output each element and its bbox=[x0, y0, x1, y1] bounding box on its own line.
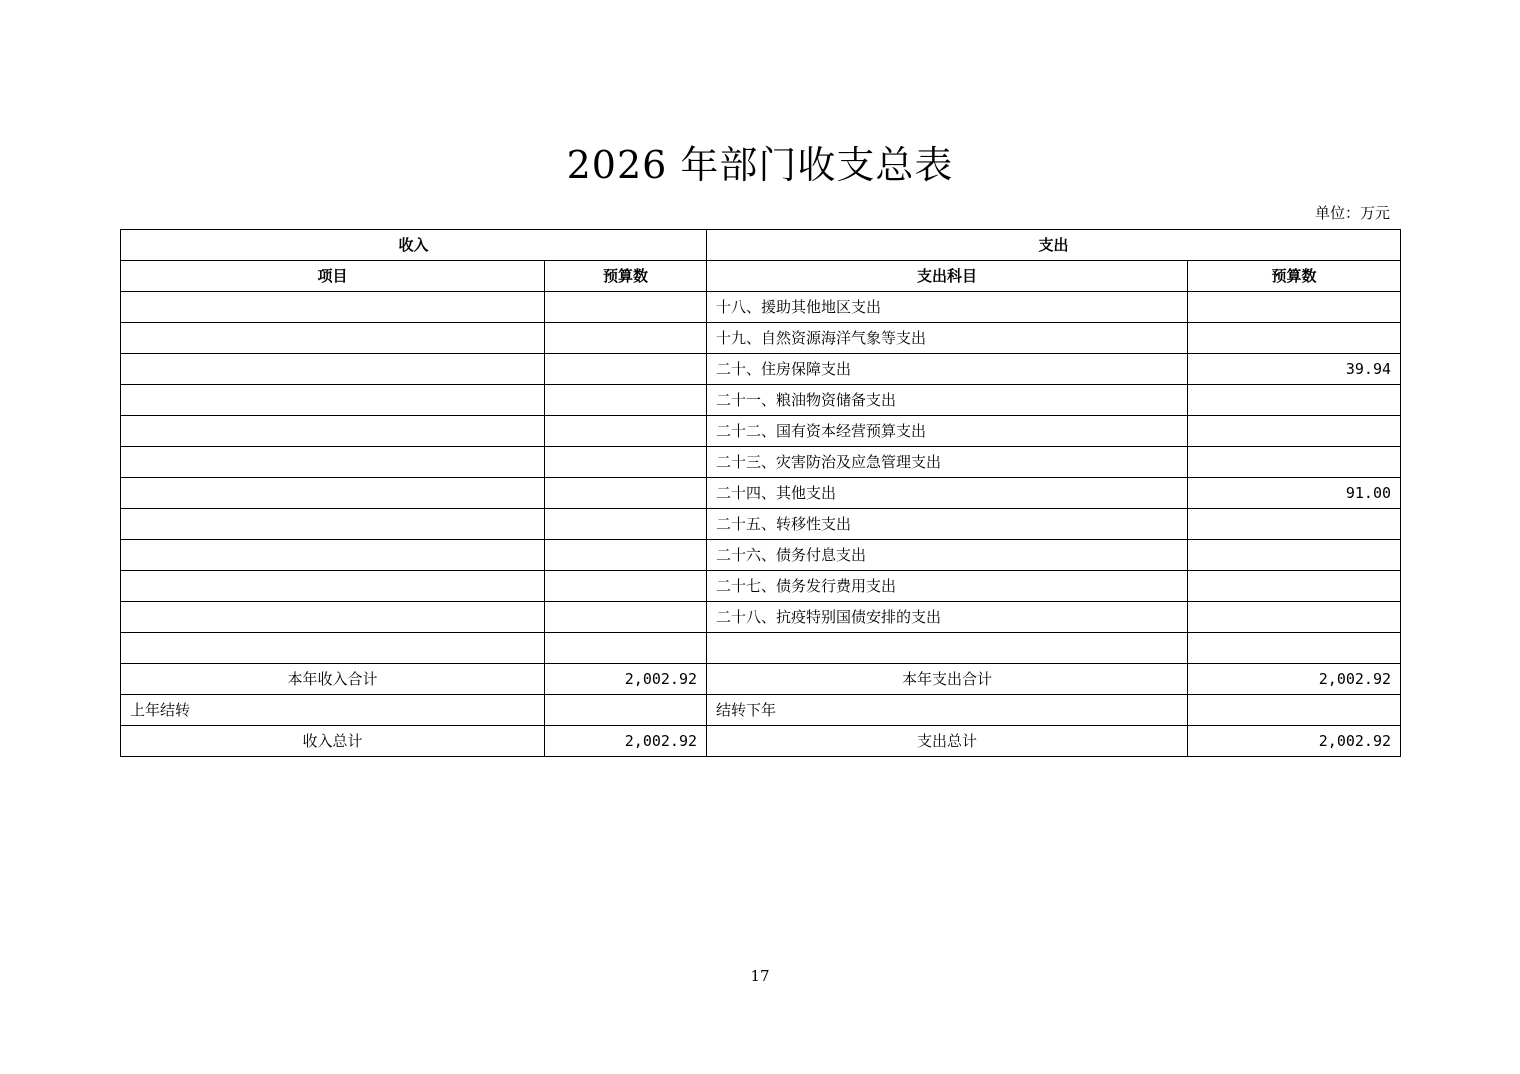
expense-budget-cell bbox=[1188, 323, 1401, 354]
income-budget-header: 预算数 bbox=[545, 261, 707, 292]
income-budget-cell bbox=[545, 571, 707, 602]
income-budget-cell bbox=[545, 509, 707, 540]
expense-budget-cell bbox=[1188, 602, 1401, 633]
expense-carryover-label: 结转下年 bbox=[707, 694, 1188, 725]
income-budget-cell bbox=[545, 385, 707, 416]
income-item-cell bbox=[121, 447, 545, 478]
expense-item-cell: 十八、援助其他地区支出 bbox=[707, 292, 1188, 323]
income-item-cell bbox=[121, 416, 545, 447]
table-row bbox=[121, 571, 1401, 602]
income-group-header: 收入 bbox=[121, 230, 707, 261]
expense-budget-cell: 91.00 bbox=[1188, 478, 1401, 509]
income-item-header: 项目 bbox=[121, 261, 545, 292]
expense-budget-cell bbox=[1188, 633, 1401, 664]
page-number: 17 bbox=[750, 967, 770, 985]
expense-budget-cell bbox=[1188, 416, 1401, 447]
table-row bbox=[121, 292, 1401, 323]
expense-item-cell: 二十六、债务付息支出 bbox=[707, 540, 1188, 571]
income-total-value: 2,002.92 bbox=[545, 725, 707, 756]
expense-budget-header: 预算数 bbox=[1188, 261, 1401, 292]
income-budget-cell bbox=[545, 416, 707, 447]
expense-item-cell: 二十三、灾害防治及应急管理支出 bbox=[707, 447, 1188, 478]
expense-item-cell: 二十、住房保障支出 bbox=[707, 354, 1188, 385]
expense-subtotal-label: 本年支出合计 bbox=[707, 663, 1188, 694]
expense-budget-cell bbox=[1188, 385, 1401, 416]
income-budget-cell bbox=[545, 292, 707, 323]
column-header-row bbox=[121, 261, 1401, 292]
expense-group-header: 支出 bbox=[707, 230, 1401, 261]
income-item-cell bbox=[121, 509, 545, 540]
expense-item-cell: 二十七、债务发行费用支出 bbox=[707, 571, 1188, 602]
income-budget-cell bbox=[545, 354, 707, 385]
income-item-cell bbox=[121, 385, 545, 416]
income-item-cell bbox=[121, 571, 545, 602]
group-header-row bbox=[121, 230, 1401, 261]
income-item-cell bbox=[121, 633, 545, 664]
expense-budget-cell bbox=[1188, 540, 1401, 571]
income-subtotal-value: 2,002.92 bbox=[545, 663, 707, 694]
income-item-cell bbox=[121, 478, 545, 509]
expense-carryover-value bbox=[1188, 694, 1401, 725]
unit-label: 单位：万元 bbox=[1314, 204, 1390, 222]
income-subtotal-label: 本年收入合计 bbox=[121, 663, 545, 694]
expense-item-cell bbox=[707, 633, 1188, 664]
income-budget-cell bbox=[545, 478, 707, 509]
income-budget-cell bbox=[545, 323, 707, 354]
income-budget-cell bbox=[545, 447, 707, 478]
table-row bbox=[121, 602, 1401, 633]
income-carryover-label: 上年结转 bbox=[121, 694, 545, 725]
total-row bbox=[121, 725, 1401, 756]
expense-budget-cell: 39.94 bbox=[1188, 354, 1401, 385]
document-title: 2026 年部门收支总表 bbox=[566, 143, 954, 187]
table-row bbox=[121, 354, 1401, 385]
income-item-cell bbox=[121, 602, 545, 633]
table-row bbox=[121, 478, 1401, 509]
expense-budget-cell bbox=[1188, 292, 1401, 323]
income-total-label: 收入总计 bbox=[121, 725, 545, 756]
expense-item-cell: 二十四、其他支出 bbox=[707, 478, 1188, 509]
table-row bbox=[121, 633, 1401, 664]
carryover-row bbox=[121, 694, 1401, 725]
expense-item-cell: 十九、自然资源海洋气象等支出 bbox=[707, 323, 1188, 354]
income-budget-cell bbox=[545, 540, 707, 571]
expense-item-cell: 二十一、粮油物资储备支出 bbox=[707, 385, 1188, 416]
income-budget-cell bbox=[545, 633, 707, 664]
expense-budget-cell bbox=[1188, 509, 1401, 540]
table-row bbox=[121, 540, 1401, 571]
table-row bbox=[121, 416, 1401, 447]
table-row bbox=[121, 447, 1401, 478]
income-item-cell bbox=[121, 323, 545, 354]
table-row bbox=[121, 323, 1401, 354]
budget-table bbox=[120, 229, 1401, 757]
expense-item-cell: 二十八、抗疫特别国债安排的支出 bbox=[707, 602, 1188, 633]
income-item-cell bbox=[121, 354, 545, 385]
expense-total-label: 支出总计 bbox=[707, 725, 1188, 756]
expense-subtotal-value: 2,002.92 bbox=[1188, 663, 1401, 694]
expense-budget-cell bbox=[1188, 571, 1401, 602]
income-budget-cell bbox=[545, 602, 707, 633]
table-row bbox=[121, 509, 1401, 540]
expense-budget-cell bbox=[1188, 447, 1401, 478]
subtotal-row bbox=[121, 663, 1401, 694]
table-row bbox=[121, 385, 1401, 416]
expense-item-cell: 二十二、国有资本经营预算支出 bbox=[707, 416, 1188, 447]
expense-item-cell: 二十五、转移性支出 bbox=[707, 509, 1188, 540]
income-carryover-value bbox=[545, 694, 707, 725]
expense-total-value: 2,002.92 bbox=[1188, 725, 1401, 756]
expense-item-header: 支出科目 bbox=[707, 261, 1188, 292]
income-item-cell bbox=[121, 292, 545, 323]
income-item-cell bbox=[121, 540, 545, 571]
